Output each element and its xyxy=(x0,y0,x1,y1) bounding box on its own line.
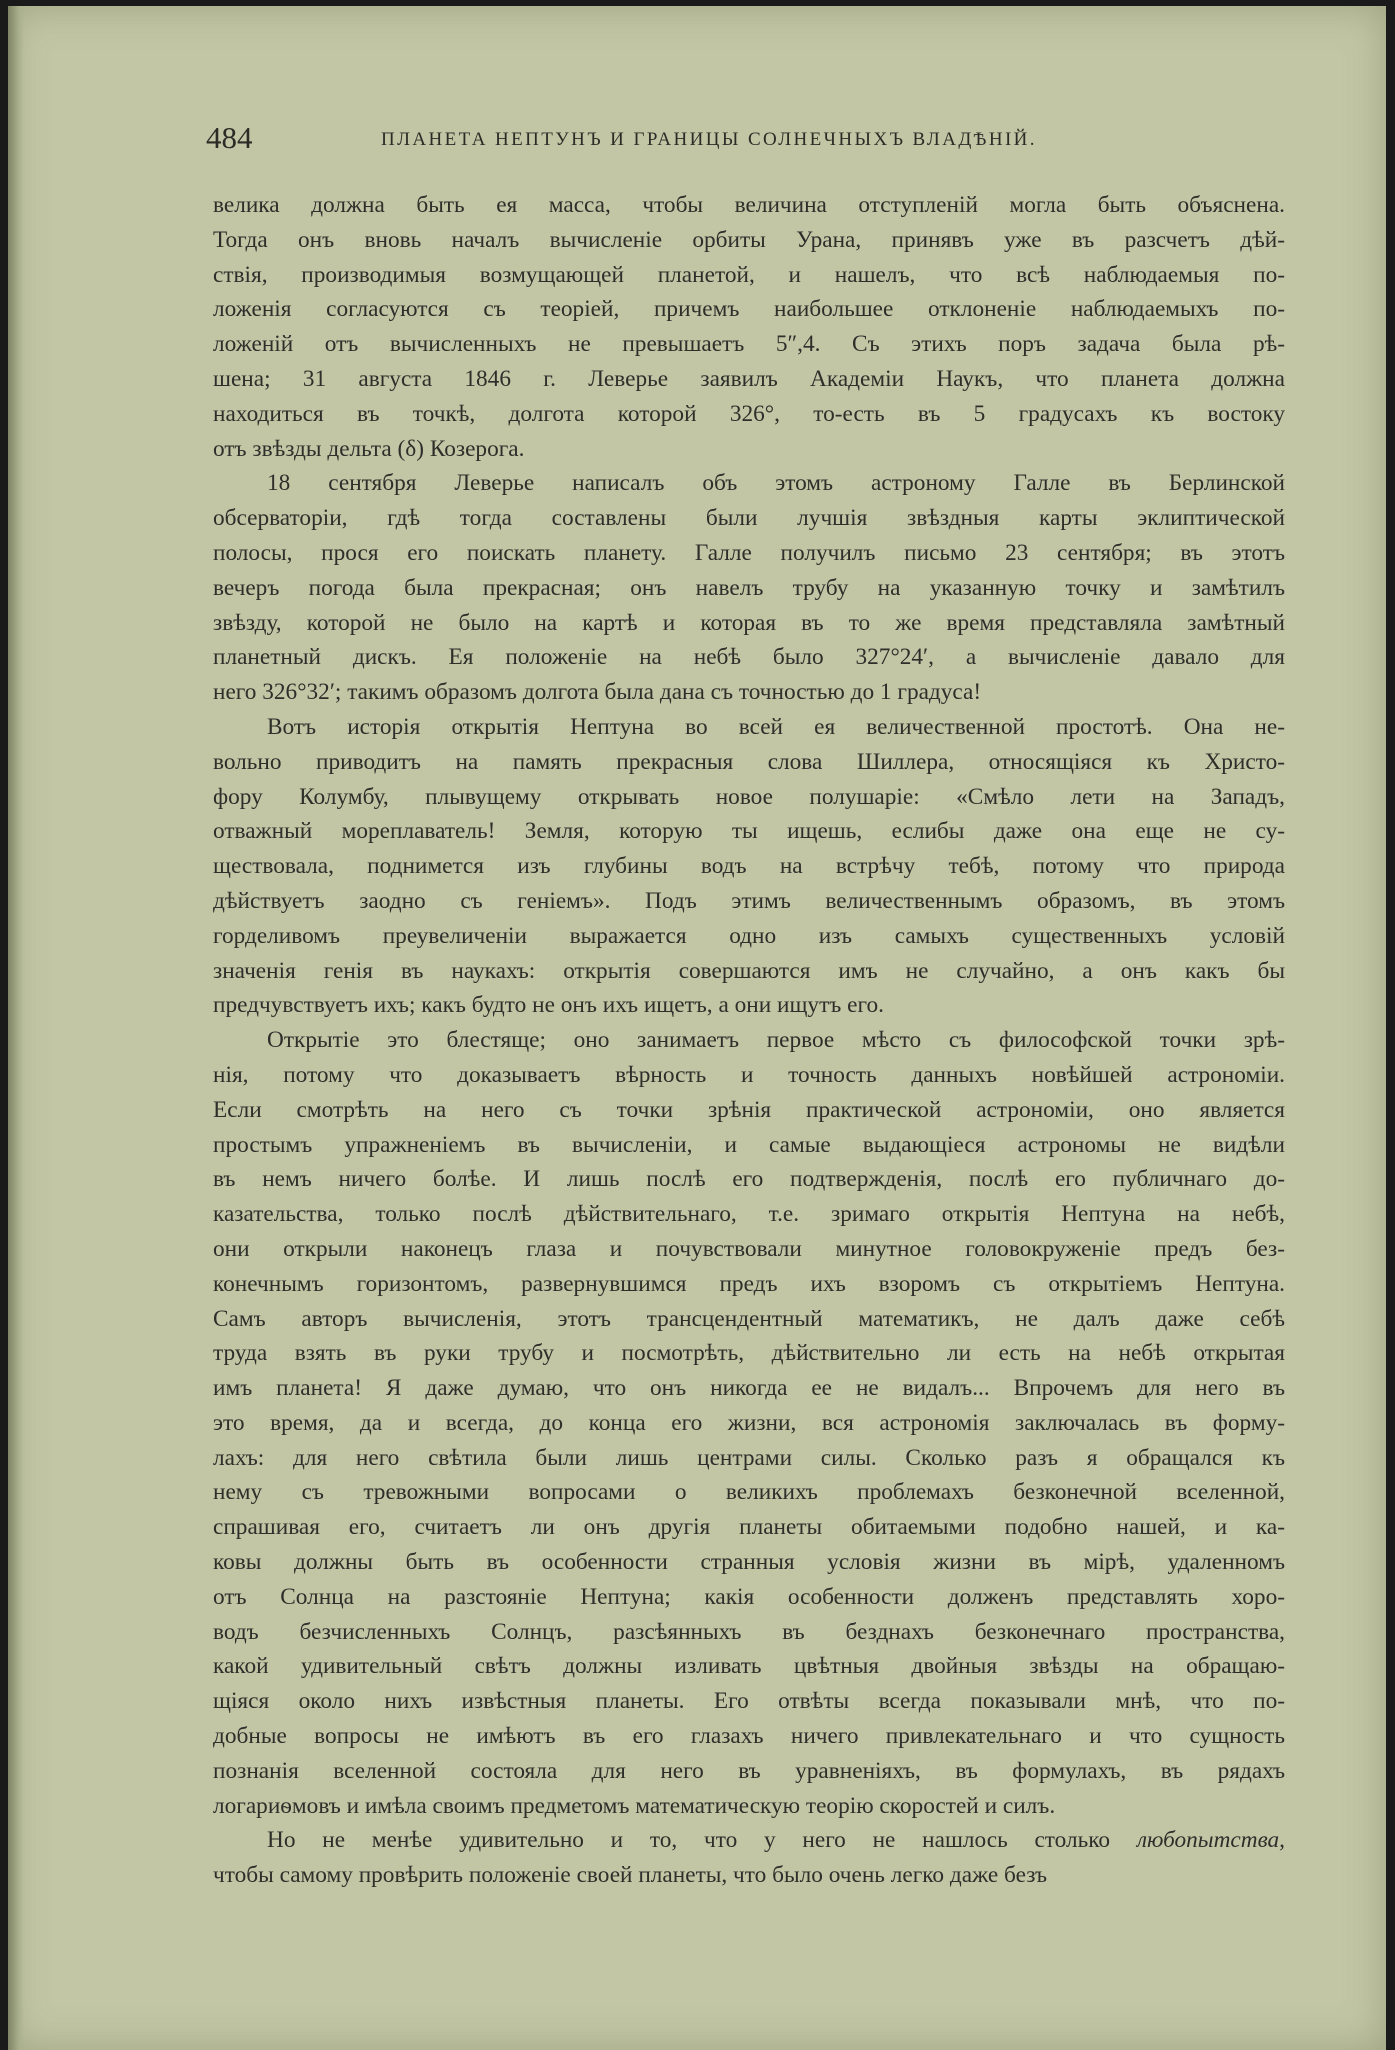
text-line: вольно приводитъ на память прекрасныя слова Шиллера, относящіяся къ Христо- xyxy=(213,748,1285,775)
paragraph xyxy=(213,710,1285,1023)
running-title: ПЛАНЕТА НЕПТУНЪ И ГРАНИЦЫ СОЛНЕЧНЫХЪ ВЛАДѢНІЙ. xyxy=(381,129,1037,150)
text-line: горделивомъ преувеличеніи выражается одно изъ самыхъ существенныхъ условій xyxy=(213,922,1285,949)
page-number: 484 xyxy=(206,120,253,155)
text-line: ствія, производимыя возмущающей планетой, и нашелъ, что всѣ наблюдаемыя по- xyxy=(213,261,1285,288)
text-line: звѣзду, которой не было на картѣ и которая въ то же время представляла замѣтный xyxy=(213,609,1285,636)
text-line: нему съ тревожными вопросами о великихъ проблемахъ безконечной вселенной, xyxy=(213,1479,1285,1506)
text-line: щіяся около нихъ извѣстныя планеты. Его отвѣты всегда показывали мнѣ, что по- xyxy=(213,1688,1285,1715)
text-line: отъ Солнца на разстояніе Нептуна; какія особенности долженъ представлять хоро- xyxy=(213,1583,1285,1610)
text-line: предчувствуетъ ихъ; какъ будто не онъ ихъ ищетъ, а они ищутъ его. xyxy=(213,992,884,1019)
text-line: простымъ упражненіемъ въ вычисленіи, и самые выдающіеся астрономы не видѣли xyxy=(213,1131,1285,1158)
text-line: ковы должны быть въ особенности странныя условія жизни въ мірѣ, удаленномъ xyxy=(213,1549,1285,1576)
text-line: логариѳмовъ и имѣла своимъ предметомъ математическую теорію скоростей и силъ. xyxy=(213,1792,1056,1819)
text-line: лахъ: для него свѣтила были лишь центрами силы. Сколько разъ я обращался къ xyxy=(213,1444,1285,1471)
text-line: ложенія согласуются съ теоріей, причемъ наибольшее отклоненіе наблюдаемыхъ по- xyxy=(213,296,1285,323)
paragraph xyxy=(213,1023,1285,1823)
text-line: 18 сентября Леверье написалъ объ этомъ астроному Галле въ Берлинской xyxy=(267,470,1285,497)
text-line: находиться въ точкѣ, долгота которой 326°, то-есть въ 5 градусахъ къ востоку xyxy=(213,400,1285,427)
paragraph xyxy=(213,1823,1285,1893)
text-line: познанія вселенной состояла для него въ уравненіяхъ, въ формулахъ, въ рядахъ xyxy=(213,1757,1285,1784)
text-line: Тогда онъ вновь началъ вычисленіе орбиты Урана, принявъ уже въ разсчетъ дѣй- xyxy=(213,226,1285,253)
text-line: отъ звѣзды дельта (δ) Козерога. xyxy=(213,435,525,462)
text-line: обсерваторіи, гдѣ тогда составлены были лучшія звѣздныя карты эклиптической xyxy=(213,505,1285,532)
text-line: имъ планета! Я даже думаю, что онъ никогда ее не видалъ... Впрочемъ для него въ xyxy=(213,1375,1285,1402)
text-line: дѣйствуетъ заодно съ геніемъ». Подъ этимъ величественнымъ образомъ, въ этомъ xyxy=(213,887,1285,914)
text-line: шена; 31 августа 1846 г. Леверье заявилъ Академіи Наукъ, что планета должна xyxy=(213,365,1285,392)
text-line: планетный дискъ. Ея положеніе на небѣ было 327°24′, а вычисленіе давало для xyxy=(213,644,1285,671)
text-line: Если смотрѣть на него съ точки зрѣнія практической астрономіи, оно является xyxy=(213,1096,1285,1123)
text-line: Открытіе это блестяще; оно занимаетъ первое мѣсто съ философской точки зрѣ- xyxy=(267,1027,1285,1054)
page-header xyxy=(206,118,1286,158)
text-line: въ немъ ничего болѣе. И лишь послѣ его подтвержденія, послѣ его публичнаго до- xyxy=(213,1166,1285,1193)
text-line: фору Колумбу, плывущему открывать новое полушаріе: «Смѣло лети на Западъ, xyxy=(213,783,1285,810)
italic-word: любопытства, xyxy=(1136,1827,1285,1854)
text-line: спрашивая его, считаетъ ли онъ другія планеты обитаемыми подобно нашей, и ка- xyxy=(213,1514,1285,1541)
text-line: казательства, только послѣ дѣйствительнаго, т.е. зримаго открытія Нептуна на небѣ, xyxy=(213,1201,1285,1228)
text-line: добные вопросы не имѣютъ въ его глазахъ ничего привлекательнаго и что сущность xyxy=(213,1723,1285,1750)
text-line: ложеній отъ вычисленныхъ не превышаетъ 5″,4. Съ этихъ поръ задача была рѣ- xyxy=(213,331,1285,358)
text-line: труда взять въ руки трубу и посмотрѣть, дѣйствительно ли есть на небѣ открытая xyxy=(213,1340,1285,1367)
book-page xyxy=(8,6,1386,2050)
text-line: конечнымъ горизонтомъ, развернувшимся предъ ихъ взоромъ съ открытіемъ Нептуна. xyxy=(213,1270,1285,1297)
text-line: него 326°32′; такимъ образомъ долгота была дана съ точностью до 1 градуса! xyxy=(213,679,982,706)
text-line: вечеръ погода была прекрасная; онъ навелъ трубу на указанную точку и замѣтилъ xyxy=(213,574,1285,601)
text-line: это время, да и всегда, до конца его жизни, вся астрономія заключалась въ форму- xyxy=(213,1409,1285,1436)
paragraph xyxy=(213,188,1285,466)
text-line: Самъ авторъ вычисленія, этотъ трансцендентный математикъ, не далъ даже себѣ xyxy=(213,1305,1285,1332)
text-line: отважный мореплаватель! Земля, которую ты ищешь, еслибы даже она еще не су- xyxy=(213,818,1285,845)
paragraph xyxy=(213,466,1285,710)
text-line: какой удивительный свѣтъ должны изливать цвѣтныя двойныя звѣзды на обращаю- xyxy=(213,1653,1285,1680)
text-line: ществовала, поднимется изъ глубины водъ на встрѣчу тебѣ, потому что природа xyxy=(213,853,1285,880)
text-line: Вотъ исторія открытія Нептуна во всей ея величественной простотѣ. Она не- xyxy=(267,713,1285,740)
text-line: полосы, прося его поискать планету. Галле получилъ письмо 23 сентября; въ этотъ xyxy=(213,539,1285,566)
text-line: водъ безчисленныхъ Солнцъ, разсѣянныхъ въ безднахъ безконечнаго пространства, xyxy=(213,1618,1285,1645)
text-line: нія, потому что доказываетъ вѣрность и точность данныхъ новѣйшей астрономіи. xyxy=(213,1061,1285,1088)
text-line: они открыли наконецъ глаза и почувствовали минутное головокруженіе предъ без- xyxy=(213,1235,1285,1262)
text-line: чтобы самому провѣрить положеніе своей планеты, что было очень легко даже безъ xyxy=(213,1862,1048,1889)
text-line: велика должна быть ея масса, чтобы величина отступленій могла быть объяснена. xyxy=(213,192,1285,218)
text-line: Но не менѣе удивительно и то, что у него не нашлось столько любопытства, xyxy=(267,1827,1285,1854)
page-binding-shadow xyxy=(8,6,24,2050)
text-line: значенія генія въ наукахъ: открытія совершаются имъ не случайно, а онъ какъ бы xyxy=(213,957,1285,984)
body-text xyxy=(213,188,1285,1893)
